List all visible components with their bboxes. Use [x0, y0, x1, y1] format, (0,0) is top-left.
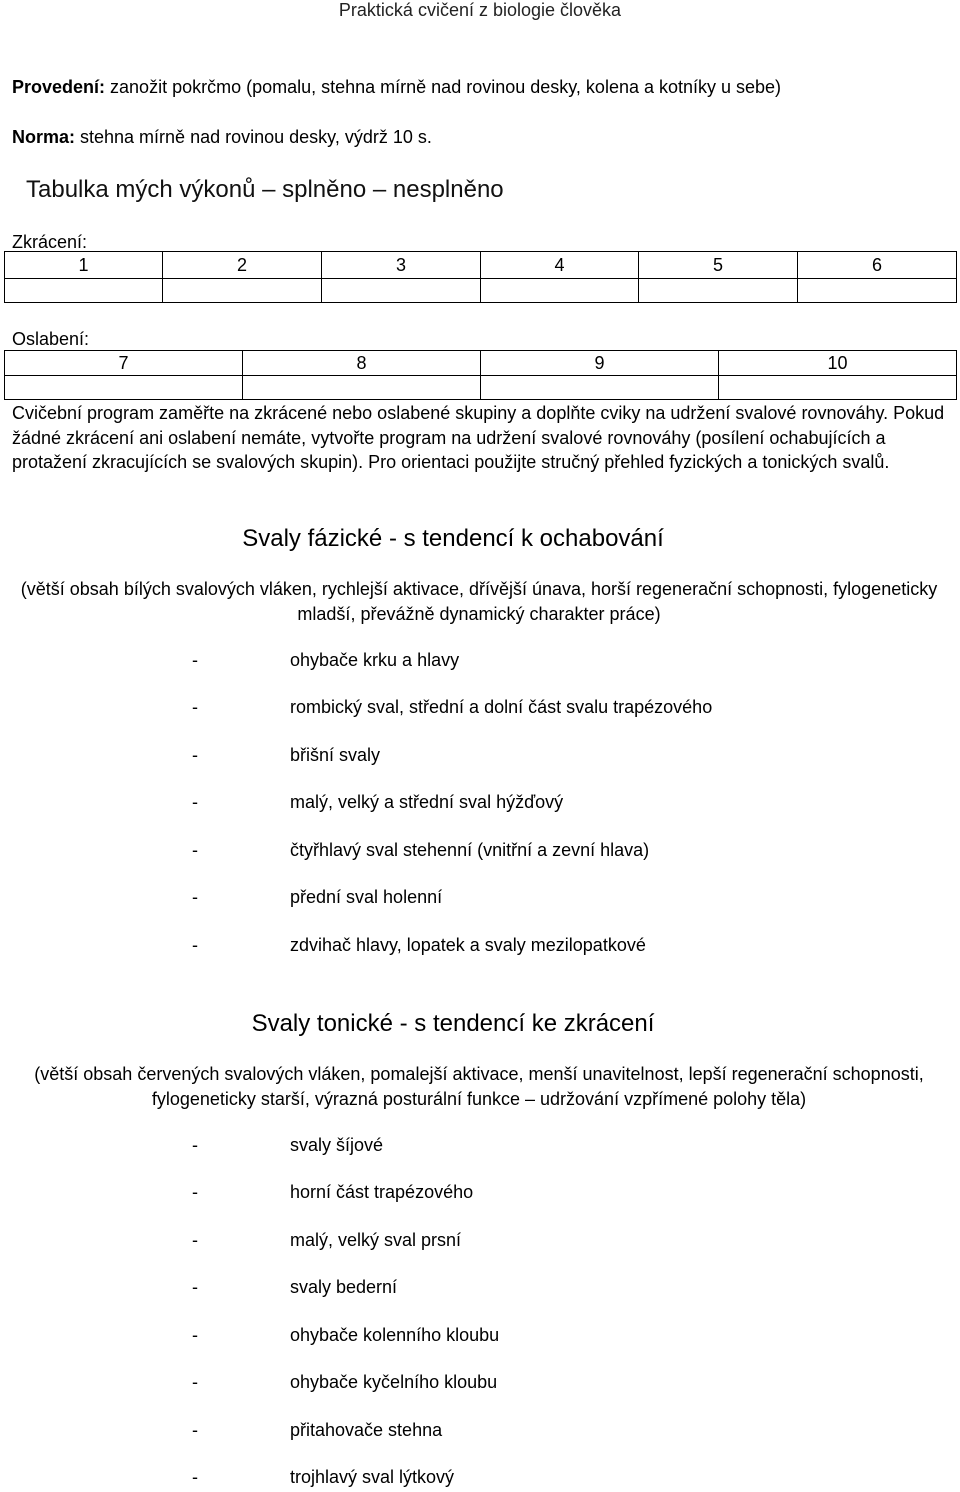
list-item-text: zdvihač hlavy, lopatek a svaly mezilopatkové: [290, 935, 646, 955]
zkraceni-result-cell[interactable]: [481, 279, 639, 303]
tonicke-heading: Svaly tonické - s tendencí ke zkrácení: [251, 1010, 655, 1037]
list-item-text: svaly šíjové: [290, 1135, 384, 1155]
list-item-text: ohybače krku a hlavy: [290, 650, 460, 670]
oslabeni-col-header: 10: [719, 351, 957, 376]
list-item: [192, 649, 459, 671]
norma-label: Norma:: [12, 127, 76, 147]
zkraceni-header-row: [5, 252, 957, 279]
list-dash: -: [192, 935, 198, 955]
oslabeni-col-header: 9: [481, 351, 719, 376]
list-dash: -: [192, 1135, 198, 1155]
list-dash: -: [192, 1230, 198, 1250]
provedeni-text: zanožit pokrčmo (pomalu, stehna mírně nad rovinou desky, kolena a kotníky u sebe): [105, 77, 782, 97]
list-item: [192, 1371, 497, 1393]
list-item: [192, 839, 649, 861]
provedeni-label: Provedení:: [12, 77, 106, 97]
zkraceni-col-header: 4: [481, 252, 639, 279]
list-dash: -: [192, 887, 198, 907]
oslabeni-header-row: [5, 351, 957, 376]
list-item: [192, 1324, 499, 1346]
list-item-text: trojhlavý sval lýtkový: [290, 1467, 455, 1487]
oslabeni-result-cell[interactable]: [719, 376, 957, 400]
fazicke-description: (větší obsah bílých svalových vláken, rychlejší aktivace, dřívější únava, horší regenerační schopnosti, fylogeneticky mladší, převážně dynamický charakter práce): [20, 579, 938, 624]
provedeni-line: [12, 76, 781, 98]
oslabeni-result-cell[interactable]: [481, 376, 719, 400]
list-item: [192, 696, 712, 718]
instructions-paragraph: Cvičební program zaměřte na zkrácené nebo oslabené skupiny a doplňte cviky na udržení svalové rovnováhy. Pokud žádné zkrácení ani oslabení nemáte, vytvořte program na udržení svalové rovnováhy (posílení ochabujících a protažení zkracujících se svalových skupin). Pro orientaci použijte stručný přehled fyzických a tonických svalů.: [12, 403, 945, 472]
zkraceni-col-header: 1: [5, 252, 163, 279]
zkraceni-col-header: 2: [163, 252, 322, 279]
list-item-text: přitahovače stehna: [290, 1420, 443, 1440]
list-dash: -: [192, 1182, 198, 1202]
norma-text: stehna mírně nad rovinou desky, výdrž 10 s.: [75, 127, 432, 147]
zkraceni-col-header: 3: [322, 252, 481, 279]
zkraceni-result-row: [5, 279, 957, 303]
list-item-text: svaly bederní: [290, 1277, 398, 1297]
list-item-text: rombický sval, střední a dolní část svalu trapézového: [290, 697, 713, 717]
list-dash: -: [192, 792, 198, 812]
oslabeni-table: [4, 350, 957, 400]
table-title: Tabulka mých výkonů – splněno – nesplněno: [26, 176, 504, 203]
list-dash: -: [192, 1277, 198, 1297]
list-item-text: ohybače kyčelního kloubu: [290, 1372, 498, 1392]
list-dash: -: [192, 1372, 198, 1392]
list-item: [192, 1419, 442, 1441]
list-dash: -: [192, 650, 198, 670]
zkraceni-result-cell[interactable]: [163, 279, 322, 303]
list-item-text: malý, velký a střední sval hýžďový: [290, 792, 564, 812]
list-item-text: břišní svaly: [290, 745, 381, 765]
list-item: [192, 744, 380, 766]
list-dash: -: [192, 1467, 198, 1487]
list-item-text: čtyřhlavý sval stehenní (vnitřní a zevní hlava): [290, 840, 650, 860]
fazicke-heading: Svaly fázické - s tendencí k ochabování: [242, 525, 664, 552]
oslabeni-label: Oslabení:: [12, 329, 90, 349]
oslabeni-result-row: [5, 376, 957, 400]
list-item: [192, 1276, 397, 1298]
list-item: [192, 1466, 454, 1488]
list-dash: -: [192, 697, 198, 717]
tonicke-description: (větší obsah červených svalových vláken, pomalejší aktivace, menší unavitelnost, lepší regenerační schopnosti, fylogeneticky starší, výrazná posturální funkce – udržování vzpřímené polohy těla): [34, 1064, 924, 1109]
zkraceni-label: Zkrácení:: [12, 232, 88, 252]
oslabeni-result-cell[interactable]: [5, 376, 243, 400]
zkraceni-result-cell[interactable]: [639, 279, 798, 303]
oslabeni-result-cell[interactable]: [243, 376, 481, 400]
list-item: [192, 886, 442, 908]
list-item: [192, 791, 563, 813]
list-item-text: horní část trapézového: [290, 1182, 474, 1202]
list-item: [192, 1134, 383, 1156]
zkraceni-result-cell[interactable]: [798, 279, 957, 303]
list-item-text: malý, velký sval prsní: [290, 1230, 462, 1250]
zkraceni-col-header: 6: [798, 252, 957, 279]
list-item-text: přední sval holenní: [290, 887, 443, 907]
list-item: [192, 1229, 461, 1251]
page-header: Praktická cvičení z biologie člověka: [338, 0, 622, 20]
oslabeni-col-header: 7: [5, 351, 243, 376]
list-dash: -: [192, 745, 198, 765]
list-dash: -: [192, 1420, 198, 1440]
list-item: [192, 934, 646, 956]
list-dash: -: [192, 1325, 198, 1345]
zkraceni-col-header: 5: [639, 252, 798, 279]
list-item-text: ohybače kolenního kloubu: [290, 1325, 500, 1345]
oslabeni-col-header: 8: [243, 351, 481, 376]
zkraceni-table: [4, 251, 957, 303]
zkraceni-result-cell[interactable]: [5, 279, 163, 303]
zkraceni-result-cell[interactable]: [322, 279, 481, 303]
list-item: [192, 1181, 473, 1203]
list-dash: -: [192, 840, 198, 860]
norma-line: [12, 126, 432, 148]
